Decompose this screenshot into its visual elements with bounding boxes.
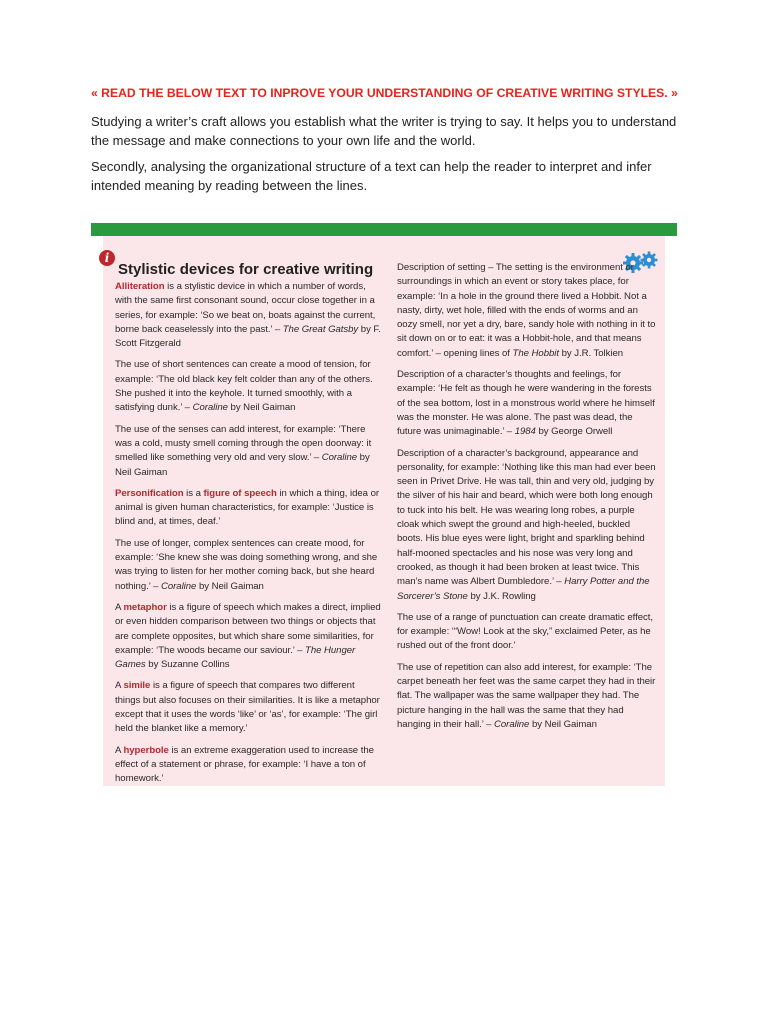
term-alliteration: Alliteration — [115, 281, 165, 292]
entry-text: is a figure of speech that compares two different things but also focuses on their similarities. It is like a metaphor except that it uses the words ‘like’ or ‘as’, for example: ‘The girl held the blanket like a memory.’ — [115, 680, 380, 735]
longer-sentences-entry — [115, 537, 381, 594]
entry-text: in which a thing, idea or animal is given human characteristics, for example: ‘Justice is blind and, at times, deaf.’ — [115, 487, 380, 528]
entry-text: The use of short sentences can create a mood of tension, for example: ‘The old black key felt colder than any of the others. She pushed it into the keyhole. It turned smoothly, with a satisfying dunk.’ – — [115, 359, 373, 414]
book-title: The Hunger Games — [115, 644, 356, 671]
author: by J.R. Tolkien — [558, 347, 624, 359]
book-title: Coraline — [494, 718, 530, 730]
book-title: Coraline — [192, 402, 228, 414]
intro-paragraph-1: Studying a writer’s craft allows you establish what the writer is trying to say. It helps you to understand the message and make connections to your own life and the world. — [91, 114, 677, 148]
author: by Neil Gaiman — [115, 452, 370, 478]
author: by Neil Gaiman — [529, 718, 597, 730]
entry-text: A — [115, 680, 124, 692]
entry-text: A — [115, 601, 124, 613]
background-entry — [397, 447, 657, 604]
term-figure-of-speech: figure of speech — [203, 487, 277, 499]
intro-paragraph-2: Secondly, analysing the organizational structure of a text can help the reader to interpret and infer intended meaning by reading between the lines. — [91, 159, 652, 193]
entry-text: A — [115, 744, 124, 756]
author: by F. Scott Fitzgerald — [115, 323, 381, 350]
right-column — [397, 261, 657, 739]
alliteration-entry — [115, 280, 381, 351]
green-header-bar — [91, 223, 677, 236]
entry-text: is a stylistic device in which a number of words, with the same first consonant sound, occur close together in a series, for example: ‘So we beat on, boats against the current, borne back ceaselessly into the past.’ – — [115, 281, 376, 335]
entry-text: is a — [183, 487, 204, 499]
entry-text: is a figure of speech which makes a direct, implied or even hidden comparison between two things or objects that are complete opposites, but which share some similarities, for example: ‘The woods became our saviour.’ – — [115, 601, 381, 656]
metaphor-entry — [115, 601, 381, 672]
entry-text: The use of a range of punctuation can create dramatic effect, for example: ‘“Wow! Look at the sky,” exclaimed Peter, as he rushed out of the front door.’ — [397, 611, 653, 652]
entry-text: Description of a character’s thoughts and feelings, for example: ‘He felt as though he were wandering in the forests of the sea bottom, lost in a monstrous world where he himself was the monster. He was alone. The past was dead, the future was unimaginable.’ – — [397, 369, 655, 438]
author: by Neil Gaiman — [196, 580, 264, 592]
author: by George Orwell — [535, 426, 613, 438]
book-title: The Great Gatsby — [282, 323, 359, 335]
author: by J.K. Rowling — [467, 590, 536, 602]
personification-entry — [115, 487, 381, 530]
author: by Suzanne Collins — [145, 659, 230, 671]
entry-text: is an extreme exaggeration used to increase the effect of a statement or phrase, for example: ‘I have a ton of homework.’ — [115, 744, 374, 785]
term-simile: simile — [123, 680, 151, 692]
book-title: The Hobbit — [512, 347, 559, 359]
left-column — [115, 280, 381, 794]
senses-entry — [115, 423, 381, 480]
author: by Neil Gaiman — [227, 402, 296, 414]
setting-entry — [397, 261, 657, 361]
entry-text: Description of setting – The setting is the environment or surroundings in which an event or story takes place, for example: ‘In a hole in the ground there lived a Hobbit. Not a nasty, dirty, wet hole, filled with the ends of worms and an oozy smell, nor yet a dry, bare, sandy hole with nothing in it to sit down on or to eat: it was a Hobbit-hole, and that means comfort.’ – opening lines of — [397, 262, 656, 359]
book-title: Coraline — [321, 452, 358, 464]
entry-text: Description of a character’s background, appearance and personality, for example: ‘Nothing like this man had ever been seen in Privet Drive. He was tall, thin and very old, judging by the silver of his hair and beard, which were both long enough to tuck into his belt. He was wearing long robes, a purple cloak which swept the ground and high-heeled, buckled boots. His blue eyes were light, bright and sparkling behind half-mooned spectacles and his nose was very long and crooked, as though it had been broken at least twice. This man’s name was Albert Dumbledore.’ – — [397, 447, 656, 588]
term-hyperbole: hyperbole — [123, 744, 169, 756]
panel-title: Stylistic devices for creative writing — [118, 261, 374, 278]
entry-text: The use of repetition can also add interest, for example: ‘The carpet beneath her feet was the same carpet they had in their flat. The wallpaper was the same wallpaper they had. The picture hanging in the hall was the same that they had hanging in their hall.’ – — [397, 661, 656, 730]
book-title: Coraline — [160, 580, 197, 592]
entry-text: The use of longer, complex sentences can create mood, for example: ‘She knew she was doing something wrong, and she was trying to listen for her mother coming back, but she heard nothing.’ – — [115, 537, 378, 592]
book-title: 1984 — [514, 426, 536, 438]
thoughts-entry — [397, 368, 657, 439]
short-sentences-entry — [115, 358, 381, 415]
punctuation-entry — [397, 611, 657, 654]
page-heading: « READ THE BELOW TEXT TO INPROVE YOUR UNDERSTANDING OF CREATIVE WRITING STYLES. » — [91, 86, 678, 100]
term-metaphor: metaphor — [123, 601, 167, 613]
entry-text: The use of the senses can add interest, for example: ‘There was a cold, musty smell coming through the open doorway: it smelled like something very old and very slow.’ – — [115, 423, 372, 464]
book-title: Harry Potter and the Sorcerer’s Stone — [397, 576, 650, 602]
simile-entry — [115, 679, 381, 736]
hyperbole-entry — [115, 744, 381, 787]
repetition-entry — [397, 661, 657, 732]
info-icon: i — [99, 250, 115, 266]
term-personification: Personification — [115, 487, 184, 499]
